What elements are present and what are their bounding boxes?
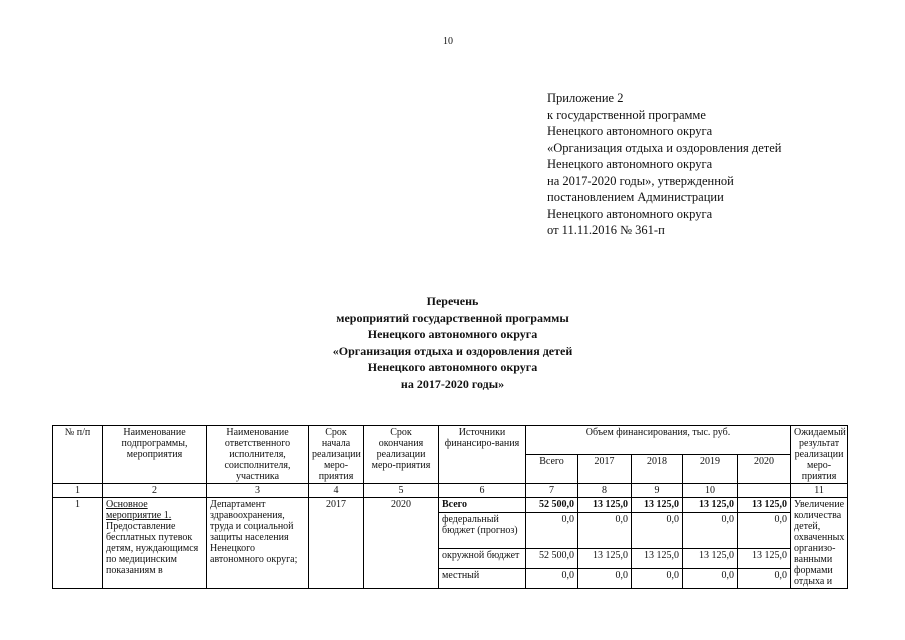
header-sources: Источники финансиро-вания bbox=[439, 426, 526, 484]
appendix-line: на 2017-2020 годы», утвержденной bbox=[547, 173, 734, 188]
source-2020: 0,0 bbox=[738, 513, 791, 549]
source-2017: 0,0 bbox=[578, 568, 632, 588]
column-number: 3 bbox=[207, 484, 309, 498]
column-number: 11 bbox=[791, 484, 848, 498]
table-header-row bbox=[53, 426, 848, 455]
source-name: местный bbox=[439, 568, 526, 588]
program-table bbox=[52, 425, 848, 589]
appendix-line: Приложение 2 bbox=[547, 91, 624, 105]
source-total: 0,0 bbox=[526, 568, 578, 588]
header-total: Всего bbox=[526, 455, 578, 484]
source-2019: 13 125,0 bbox=[683, 498, 738, 513]
appendix-line: Ненецкого автономного округа bbox=[547, 206, 713, 221]
header-2017: 2017 bbox=[578, 455, 632, 484]
title-line: Перечень bbox=[426, 294, 479, 308]
source-total: 52 500,0 bbox=[526, 548, 578, 568]
column-number bbox=[738, 484, 791, 498]
source-total: 52 500,0 bbox=[526, 498, 578, 513]
source-2018: 13 125,0 bbox=[632, 548, 683, 568]
header-start: Срок начала реализации меро-приятия bbox=[309, 426, 364, 484]
header-2018: 2018 bbox=[632, 455, 683, 484]
row-subprogram bbox=[103, 498, 207, 589]
source-2018: 0,0 bbox=[632, 568, 683, 588]
column-number: 8 bbox=[578, 484, 632, 498]
column-number: 7 bbox=[526, 484, 578, 498]
appendix-block bbox=[547, 90, 782, 239]
document-title bbox=[0, 293, 905, 393]
column-number: 4 bbox=[309, 484, 364, 498]
title-line: на 2017-2020 годы» bbox=[400, 376, 505, 391]
header-result: Ожидаемый результат реализации меро-приятия bbox=[791, 426, 848, 484]
appendix-line: постановлением Администрации bbox=[547, 190, 724, 204]
title-line: мероприятий государственной программы bbox=[336, 310, 569, 325]
header-2019: 2019 bbox=[683, 455, 738, 484]
source-2018: 13 125,0 bbox=[632, 498, 683, 513]
source-2020: 0,0 bbox=[738, 568, 791, 588]
source-total: 0,0 bbox=[526, 513, 578, 549]
appendix-line: «Организация отдыха и оздоровления детей bbox=[547, 140, 782, 155]
source-2018: 0,0 bbox=[632, 513, 683, 549]
appendix-line: от 11.11.2016 № 361-п bbox=[547, 223, 665, 237]
column-number: 5 bbox=[364, 484, 439, 498]
column-number: 6 bbox=[439, 484, 526, 498]
source-name: окружной бюджет bbox=[439, 548, 526, 568]
header-2020: 2020 bbox=[738, 455, 791, 484]
subprogram-title: Основное мероприятие 1. bbox=[106, 499, 172, 521]
source-2020: 13 125,0 bbox=[738, 498, 791, 513]
column-number: 2 bbox=[103, 484, 207, 498]
row-result: Увеличение количества детей, охваченных организо-ванными формами отдыха и bbox=[791, 498, 848, 589]
column-number: 1 bbox=[53, 484, 103, 498]
appendix-line: Ненецкого автономного округа bbox=[547, 157, 713, 171]
source-2020: 13 125,0 bbox=[738, 548, 791, 568]
title-line: «Организация отдыха и оздоровления детей bbox=[332, 343, 573, 358]
page-number: 10 bbox=[443, 36, 453, 47]
subprogram-text: Предоставление бесплатных путевок детям, нуждающимся по медицинским показаниям в bbox=[106, 521, 199, 576]
source-2019: 13 125,0 bbox=[683, 548, 738, 568]
appendix-line: к государственной программе bbox=[547, 107, 706, 122]
source-2019: 0,0 bbox=[683, 568, 738, 588]
source-name: федеральный бюджет (прогноз) bbox=[439, 513, 526, 549]
column-number: 10 bbox=[683, 484, 738, 498]
row-start: 2017 bbox=[309, 498, 364, 589]
source-2017: 13 125,0 bbox=[578, 548, 632, 568]
row-num: 1 bbox=[53, 498, 103, 589]
source-2017: 13 125,0 bbox=[578, 498, 632, 513]
source-2019: 0,0 bbox=[683, 513, 738, 549]
title-line: Ненецкого автономного округа bbox=[367, 327, 538, 342]
title-line: Ненецкого автономного округа bbox=[367, 360, 538, 375]
column-numbers-row bbox=[53, 484, 848, 498]
source-2017: 0,0 bbox=[578, 513, 632, 549]
row-end: 2020 bbox=[364, 498, 439, 589]
header-funding: Объем финансирования, тыс. руб. bbox=[526, 426, 791, 455]
header-subprogram: Наименование подпрограммы, мероприятия bbox=[103, 426, 207, 484]
source-name: Всего bbox=[439, 498, 526, 513]
header-end: Срок окончания реализации меро-приятия bbox=[364, 426, 439, 484]
header-executor: Наименование ответственного исполнителя, соисполнителя, участника bbox=[207, 426, 309, 484]
table-row bbox=[53, 498, 848, 513]
header-num: № п/п bbox=[53, 426, 103, 484]
column-number: 9 bbox=[632, 484, 683, 498]
row-executor: Департамент здравоохранения, труда и социальной защиты населения Ненецкого автономного округа; bbox=[207, 498, 309, 589]
appendix-line: Ненецкого автономного округа bbox=[547, 124, 713, 138]
